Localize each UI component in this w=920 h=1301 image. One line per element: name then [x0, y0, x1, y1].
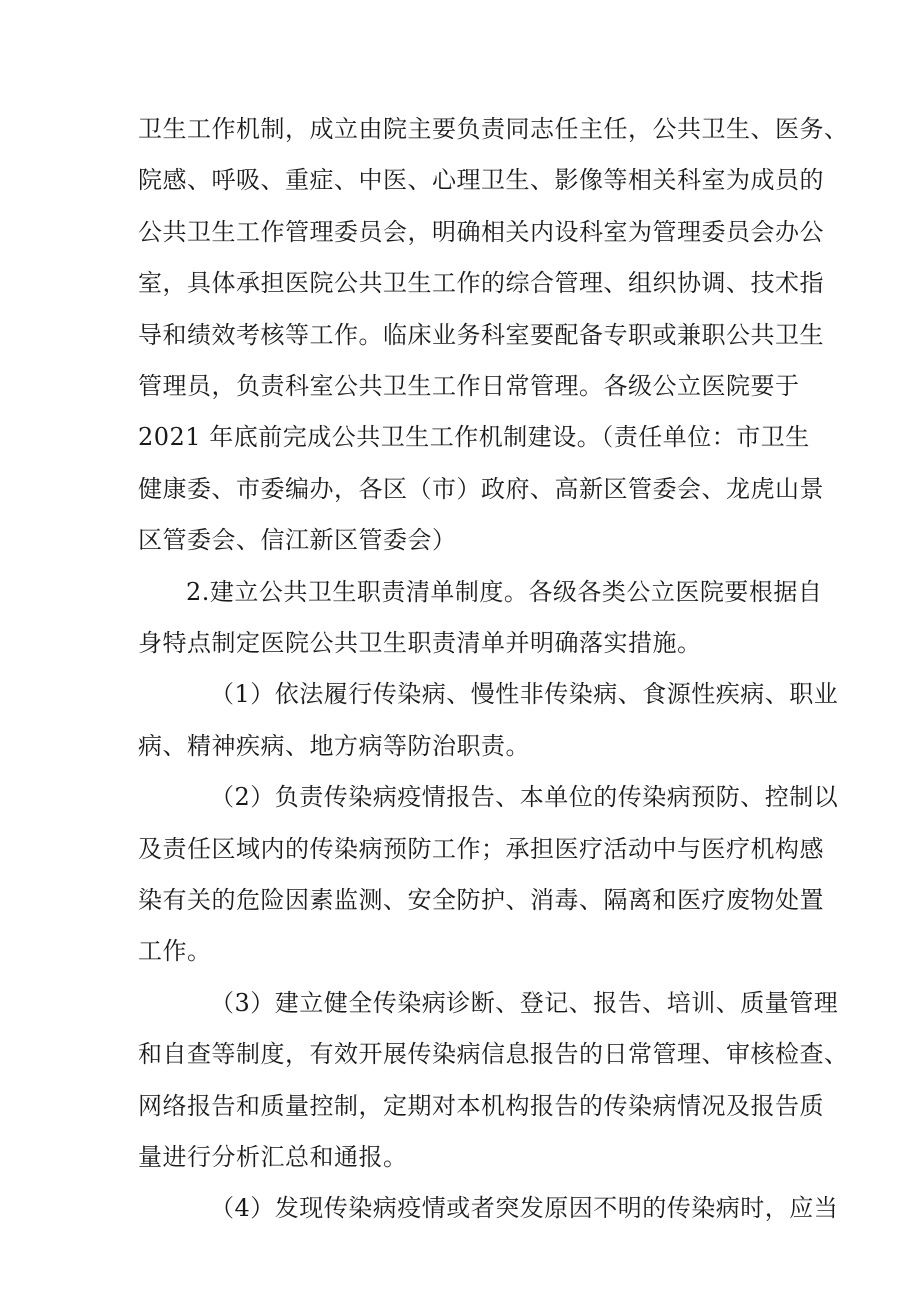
text-line: 公共卫生工作管理委员会，明确相关内设科室为管理委员会办公 — [138, 218, 824, 246]
text-line: 身特点制定医院公共卫生职责清单并明确落实措施。 — [138, 629, 702, 657]
text-line: 区管委会、信江新区管委会） — [138, 526, 457, 554]
text-line: 卫生工作机制，成立由院主要负责同志任主任，公共卫生、医务、 — [138, 115, 849, 143]
text-line: 量进行分析汇总和通报。 — [138, 1143, 408, 1171]
text-line: 院感、呼吸、重症、中医、心理卫生、影像等相关科室为成员的 — [138, 166, 824, 194]
text-line: 病、精神疾病、地方病等防治职责。 — [138, 732, 530, 760]
text-line: 2021 年底前完成公共卫生工作机制建设。（责任单位：市卫生 — [138, 423, 810, 451]
text-line: 及责任区域内的传染病预防工作；承担医疗活动中与医疗机构感 — [138, 835, 824, 863]
text-line: 2.建立公共卫生职责清单制度。各级各类公立医院要根据自 — [186, 578, 823, 606]
text-line: 健康委、市委编办，各区（市）政府、高新区管委会、龙虎山景 — [138, 475, 824, 503]
text-line: （4）发现传染病疫情或者突发原因不明的传染病时，应当 — [210, 1194, 839, 1222]
text-line: （2）负责传染病疫情报告、本单位的传染病预防、控制以 — [210, 783, 839, 811]
text-line: 导和绩效考核等工作。临床业务科室要配备专职或兼职公共卫生 — [138, 321, 824, 349]
text-line: 工作。 — [138, 937, 212, 965]
text-line: 管理员，负责科室公共卫生工作日常管理。各级公立医院要于 — [138, 372, 800, 400]
text-line: （1）依法履行传染病、慢性非传染病、食源性疾病、职业 — [210, 680, 839, 708]
text-line: 和自查等制度，有效开展传染病信息报告的日常管理、审核检查、 — [138, 1040, 849, 1068]
text-line: 室，具体承担医院公共卫生工作的综合管理、组织协调、技术指 — [138, 269, 824, 297]
text-line: 网络报告和质量控制，定期对本机构报告的传染病情况及报告质 — [138, 1092, 824, 1120]
text-line: （3）建立健全传染病诊断、登记、报告、培训、质量管理 — [210, 989, 839, 1017]
text-line: 染有关的危险因素监测、安全防护、消毒、隔离和医疗废物处置 — [138, 886, 824, 914]
